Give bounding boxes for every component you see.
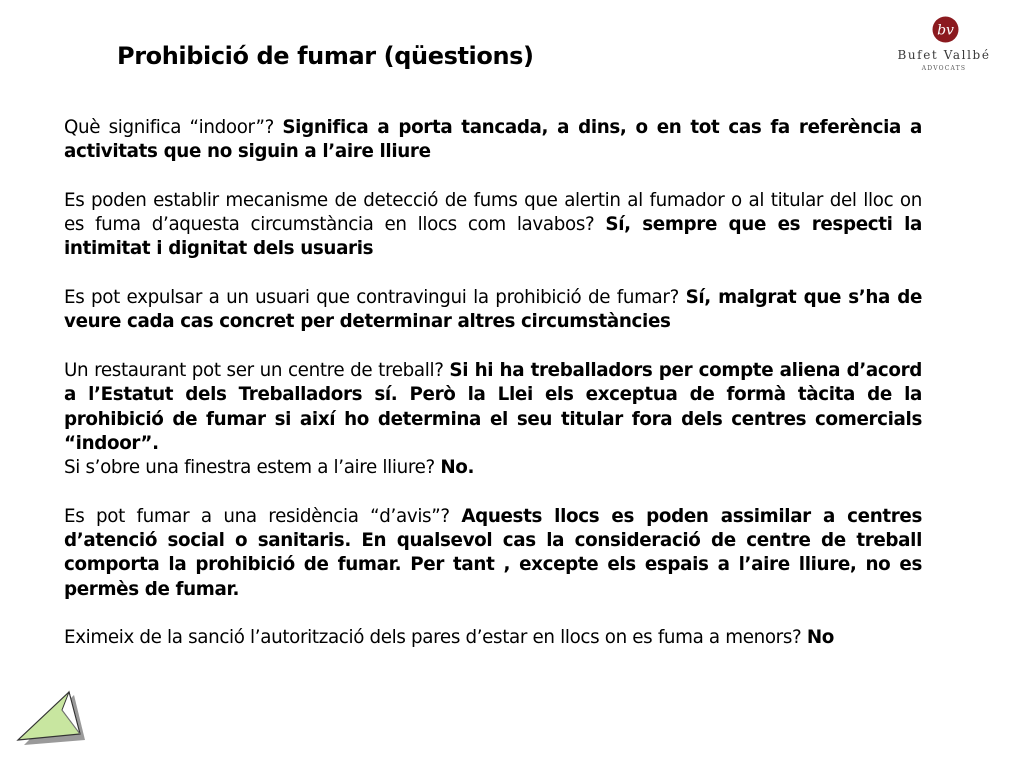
answer-text: Sí, malgrat que s’ha de veure cada cas concret per determinar altres circumstàncies [64, 287, 922, 333]
question-text: Si s’obre una finestra estem a l’aire lliure? [64, 457, 441, 479]
page-title: Prohibició de fumar (qüestions) [117, 42, 534, 70]
question-text: Eximeix de la sanció l’autorització dels pares d’estar en llocs on es fuma a menors? [64, 627, 807, 649]
qa-item-indoor [64, 116, 922, 165]
answer-text: Significa a porta tancada, a dins, o en tot cas fa referència a activitats que no siguin a l’aire lliure [64, 117, 922, 163]
answer-text: No [806, 627, 834, 649]
firm-logo [884, 14, 1004, 72]
qa-item-expel-user [64, 286, 922, 335]
question-text: Es pot fumar a una residència “d’avis”? [64, 505, 462, 527]
question-text: Es pot expulsar a un usuari que contravingui la prohibició de fumar? [64, 287, 686, 309]
qa-item-nursing-home [64, 505, 922, 602]
qa-item-smoke-detectors [64, 189, 922, 262]
qa-item-parental-authorization [64, 626, 922, 650]
answer-text: Sí, sempre que es respecti la intimitat i dignitat dels usuaris [64, 214, 923, 260]
answer-text: Aquests llocs es poden assimilar a centres d’atenció social o sanitaris. En qualsevol cas la consideració de centre de treball comporta la prohibició de fumar. Per tant , excepte els espais a l’aire lliure, no es permès de fumar. [64, 505, 922, 600]
bv-monogram-icon [932, 16, 959, 43]
question-text: Què significa “indoor”? [64, 117, 283, 138]
svg-text:bv: bv [937, 22, 954, 39]
answer-text: Si hi ha treballadors per compte aliena d’acord a l’Estatut dels Treballadors sí. Però la Llei els exceptua de formà tàcita de la prohibició de fumar si així ho determina el seu titular fora dels centres comercials “indoor”. [64, 359, 922, 454]
firm-tagline: ADVOCATS [921, 65, 967, 72]
question-text: Es poden establir mecanisme de detecció de fums que alertin al fumador o al titular del lloc on es fuma d’aquesta circumstància en llocs com lavabos? [64, 189, 922, 236]
page-curl-triangle-icon[interactable] [14, 690, 88, 748]
qa-item-open-window [64, 456, 922, 480]
qa-item-restaurant-workplace [64, 359, 922, 456]
answer-text: No. [440, 457, 475, 479]
question-text: Un restaurant pot ser un centre de treball? [64, 359, 450, 381]
firm-name: Bufet Vallbé [897, 48, 991, 62]
qa-content [64, 116, 922, 651]
